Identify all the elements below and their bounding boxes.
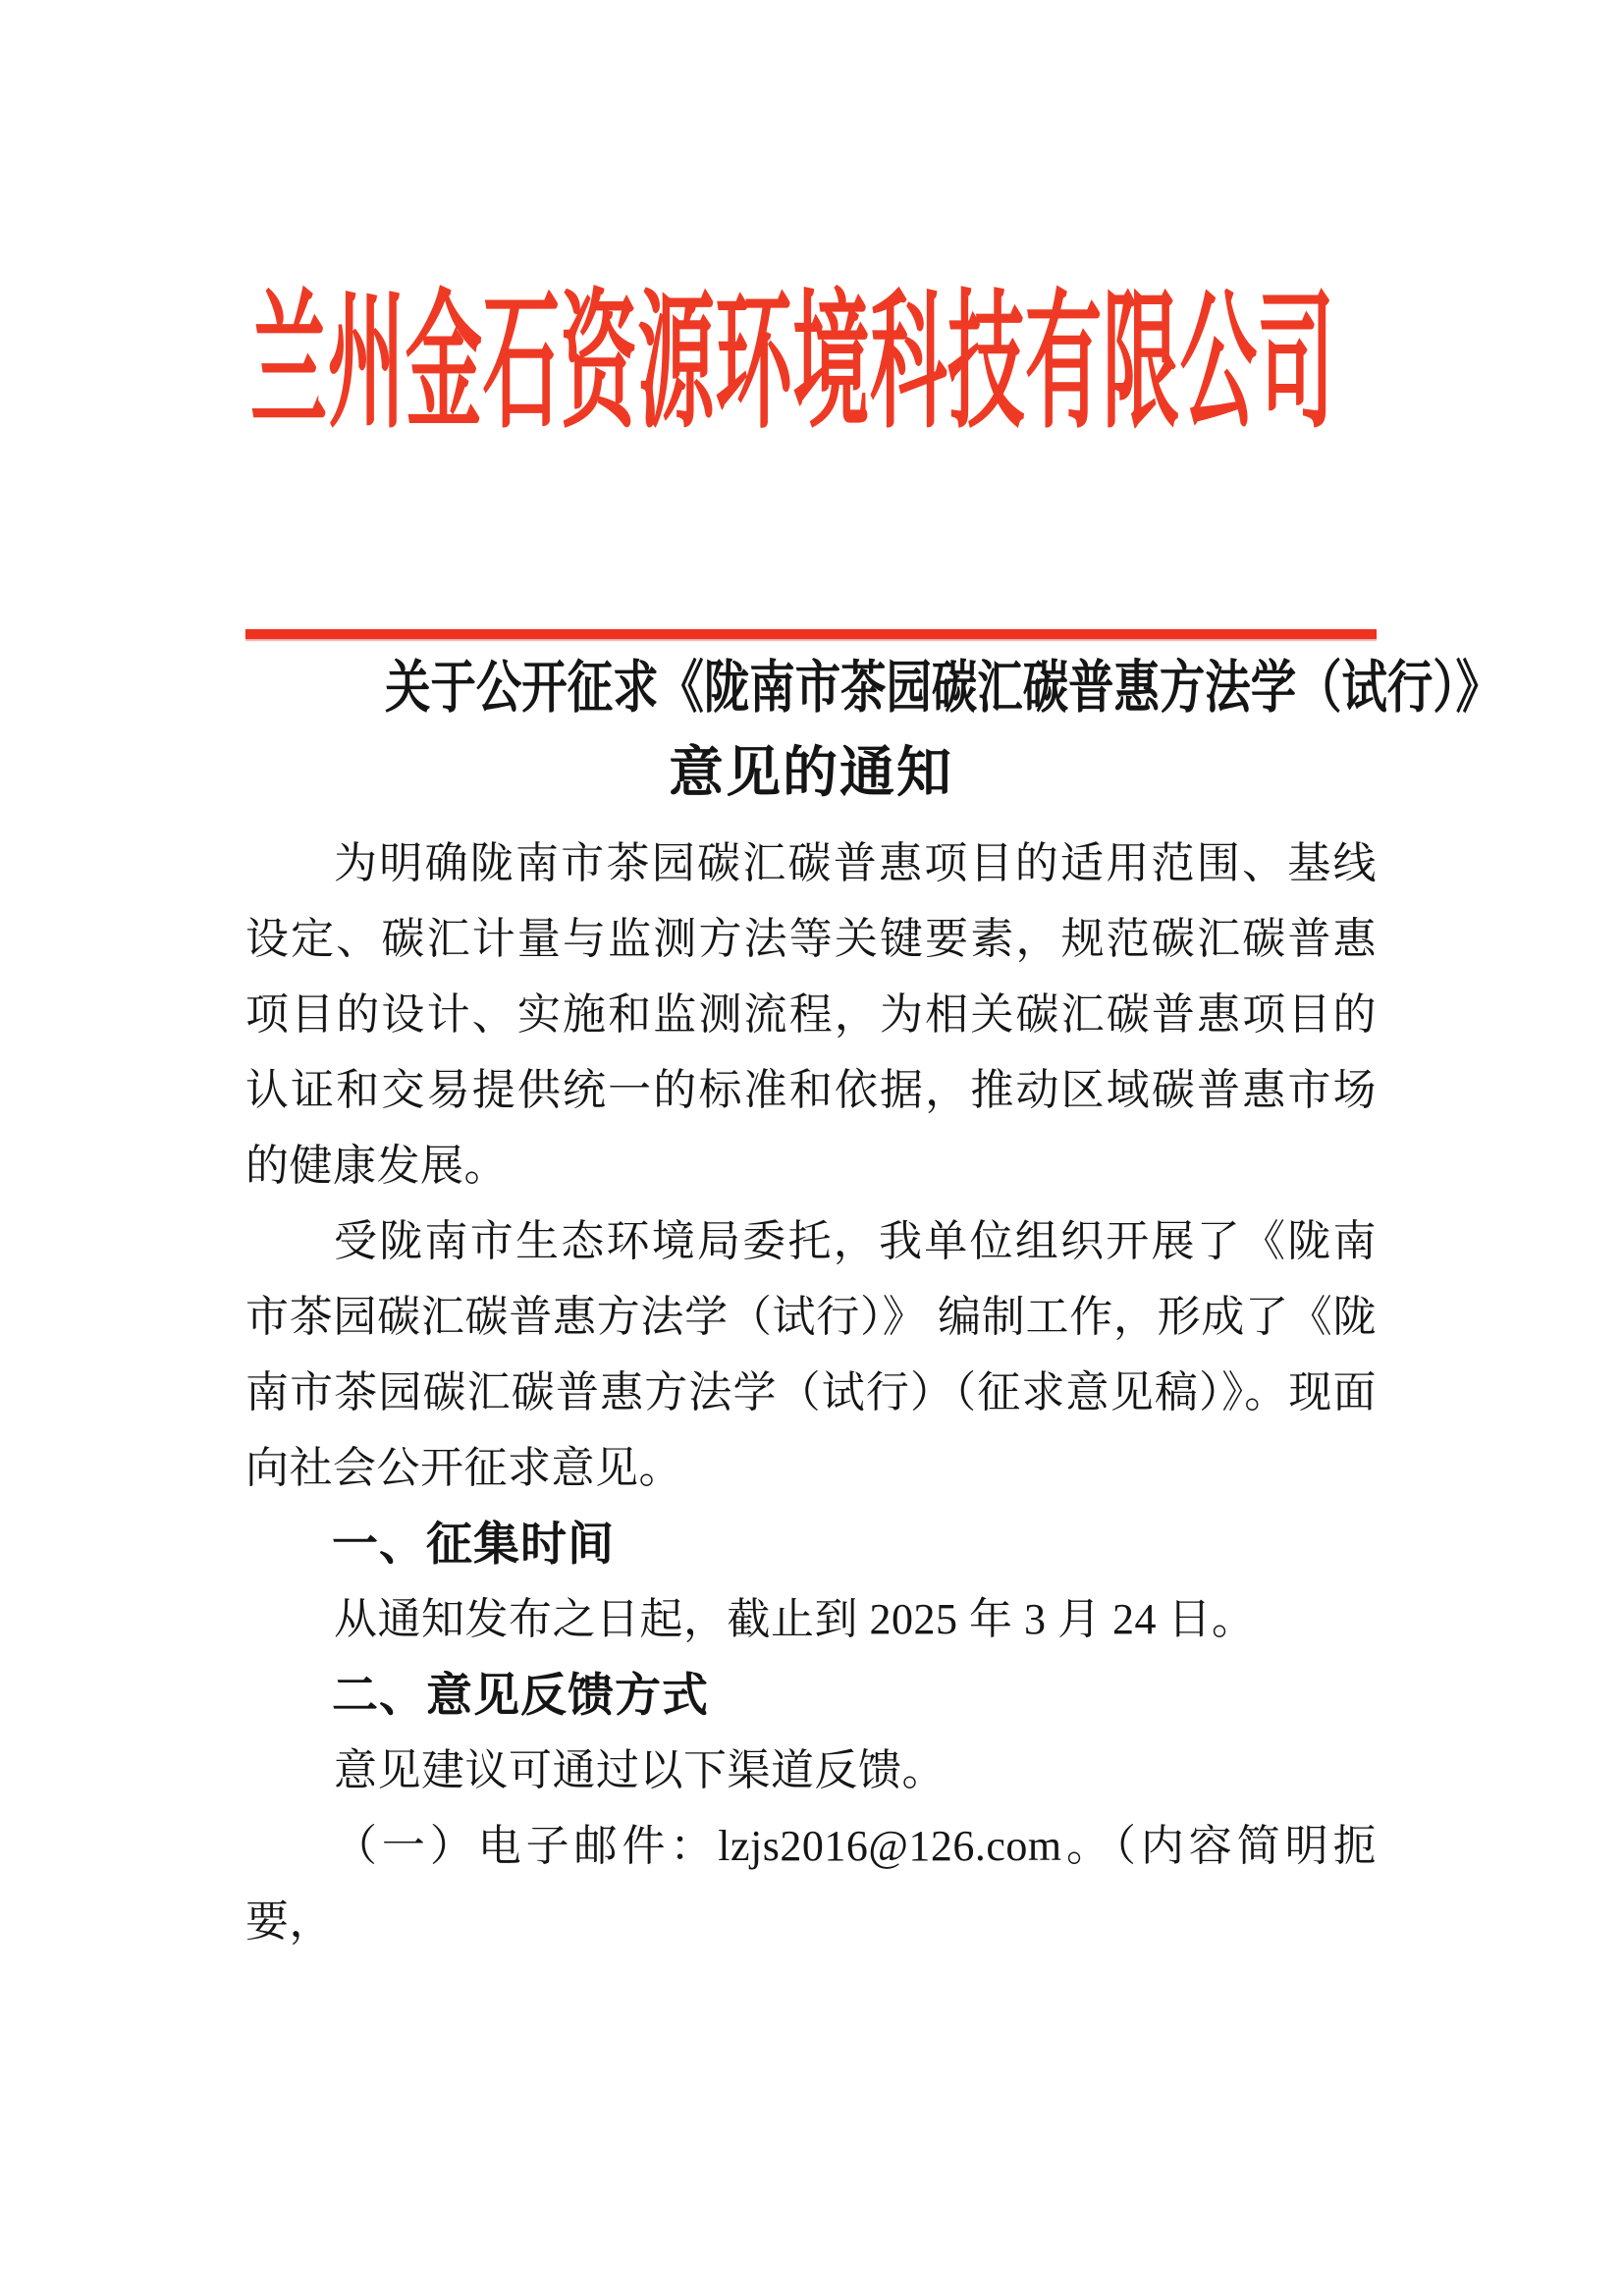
body-paragraph: 为明确陇南市茶园碳汇碳普惠项目的适用范围、基线设定、碳汇计量与监测方法等关键要素，规范碳汇碳普惠项目的设计、实施和监测流程，为相关碳汇碳普惠项目的认证和交易提供统一的标准和依据，推动区域碳普惠市场的健康发展。 (245, 839, 1377, 1190)
body-paragraph: （一）电子邮件：lzjs2016@126.com。（内容简明扼要， (245, 1822, 1377, 1946)
notice-body (245, 826, 1377, 1959)
letterhead (250, 280, 1623, 447)
body-paragraph: 受陇南市生态环境局委托，我单位组织开展了《陇南市茶园碳汇碳普惠方法学（试行）》 编制工作，形成了《陇南市茶园碳汇碳普惠方法学（试行）（征求意见稿）》。现面向社会公开征求意见。 (245, 1217, 1377, 1492)
letterhead-divider-rule (245, 629, 1377, 639)
notice-title (245, 648, 1501, 728)
letterhead-company-name: 兰州金石资源环境科技有限公司 (250, 280, 1335, 447)
notice-title-line-2: 意见的通知 (669, 743, 953, 804)
body-paragraph: 意见建议可通过以下渠道反馈。 (334, 1746, 946, 1794)
body-paragraph: 从通知发布之日起，截止到 2025 年 3 月 24 日。 (334, 1595, 1256, 1643)
section-heading: 二、意见反馈方式 (332, 1669, 709, 1721)
notice-title-line-1: 关于公开征求《陇南市茶园碳汇碳普惠方法学（试行）》 (385, 656, 1501, 720)
section-heading: 一、征集时间 (332, 1518, 615, 1570)
